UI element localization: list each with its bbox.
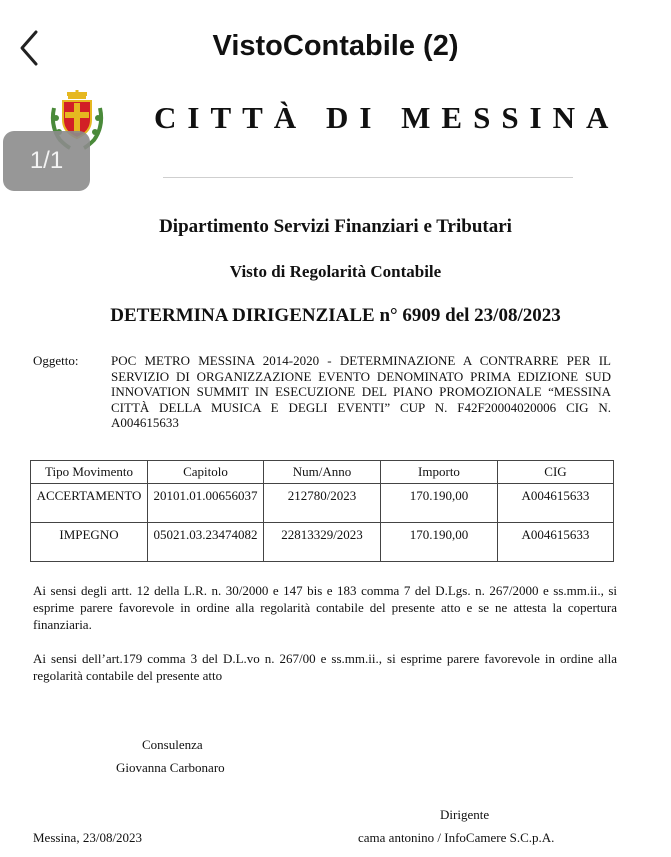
table-header: Capitolo [148, 461, 264, 484]
table-row [31, 523, 614, 562]
table-cell: A004615633 [498, 484, 614, 523]
table-cell: 05021.03.23474082 [148, 523, 264, 562]
table-cell: 170.190,00 [381, 484, 498, 523]
consulenza-name: Giovanna Carbonaro [116, 760, 225, 775]
art179-paragraph: Ai sensi dell’art.179 comma 3 del D.L.vo n. 267/00 e ss.mm.ii., si esprime parere favorevole in ordine alla regolarità contabile del presente atto [33, 651, 617, 683]
determina-title: DETERMINA DIRIGENZIALE n° 6909 del 23/08/2023 [110, 305, 561, 326]
app-title: VistoContabile (2) [212, 30, 459, 62]
movements-table [30, 460, 614, 562]
header-divider [163, 177, 573, 178]
app-header [0, 0, 671, 96]
dirigente-name: cama antonino / InfoCamere S.C.p.A. [358, 830, 555, 845]
page-indicator-badge: 1/1 [3, 131, 90, 191]
visto-title: Visto di Regolarità Contabile [229, 262, 442, 281]
place-date: Messina, 23/08/2023 [33, 830, 143, 845]
city-heading: CITTÀ DI MESSINA [154, 100, 620, 135]
dirigente-label: Dirigente [440, 807, 490, 822]
table-cell: A004615633 [498, 523, 614, 562]
table-header: Importo [381, 461, 498, 484]
table-cell: 212780/2023 [264, 484, 381, 523]
table-cell: 20101.01.00656037 [148, 484, 264, 523]
table-header: Tipo Movimento [31, 461, 148, 484]
table-cell: 170.190,00 [381, 523, 498, 562]
oggetto-label: Oggetto: [33, 353, 79, 368]
table-row [31, 484, 614, 523]
table-header: CIG [498, 461, 614, 484]
table-cell: 22813329/2023 [264, 523, 381, 562]
consulenza-label: Consulenza [142, 737, 203, 752]
table-header-row [31, 461, 614, 484]
department-title: Dipartimento Servizi Finanziari e Tributari [159, 216, 512, 237]
table-cell: IMPEGNO [31, 523, 148, 562]
table-header: Num/Anno [264, 461, 381, 484]
regularity-paragraph: Ai sensi degli artt. 12 della L.R. n. 30/2000 e 147 bis e 183 comma 7 del D.Lgs. n. 267/2000 e ss.mm.ii., si esprime parere favorevole in ordine alla regolarità contabile del presente atto e se ne attesta la copertura finanziaria. [33, 583, 617, 632]
table-cell: ACCERTAMENTO [31, 484, 148, 523]
oggetto-text: POC METRO MESSINA 2014-2020 - DETERMINAZIONE A CONTRARRE PER IL SERVIZIO DI ORGANIZZAZIONE EVENTO DENOMINATO PRIMA EDIZIONE SUD INNOVATION SUMMIT IN ESECUZIONE DEL PIANO PROMOZIONALE “MESSINA CITTÀ DELLA MUSICA E DEGLI EVENTI” CUP N. F42F20004020006 CIG N. A004615633 [111, 353, 611, 430]
